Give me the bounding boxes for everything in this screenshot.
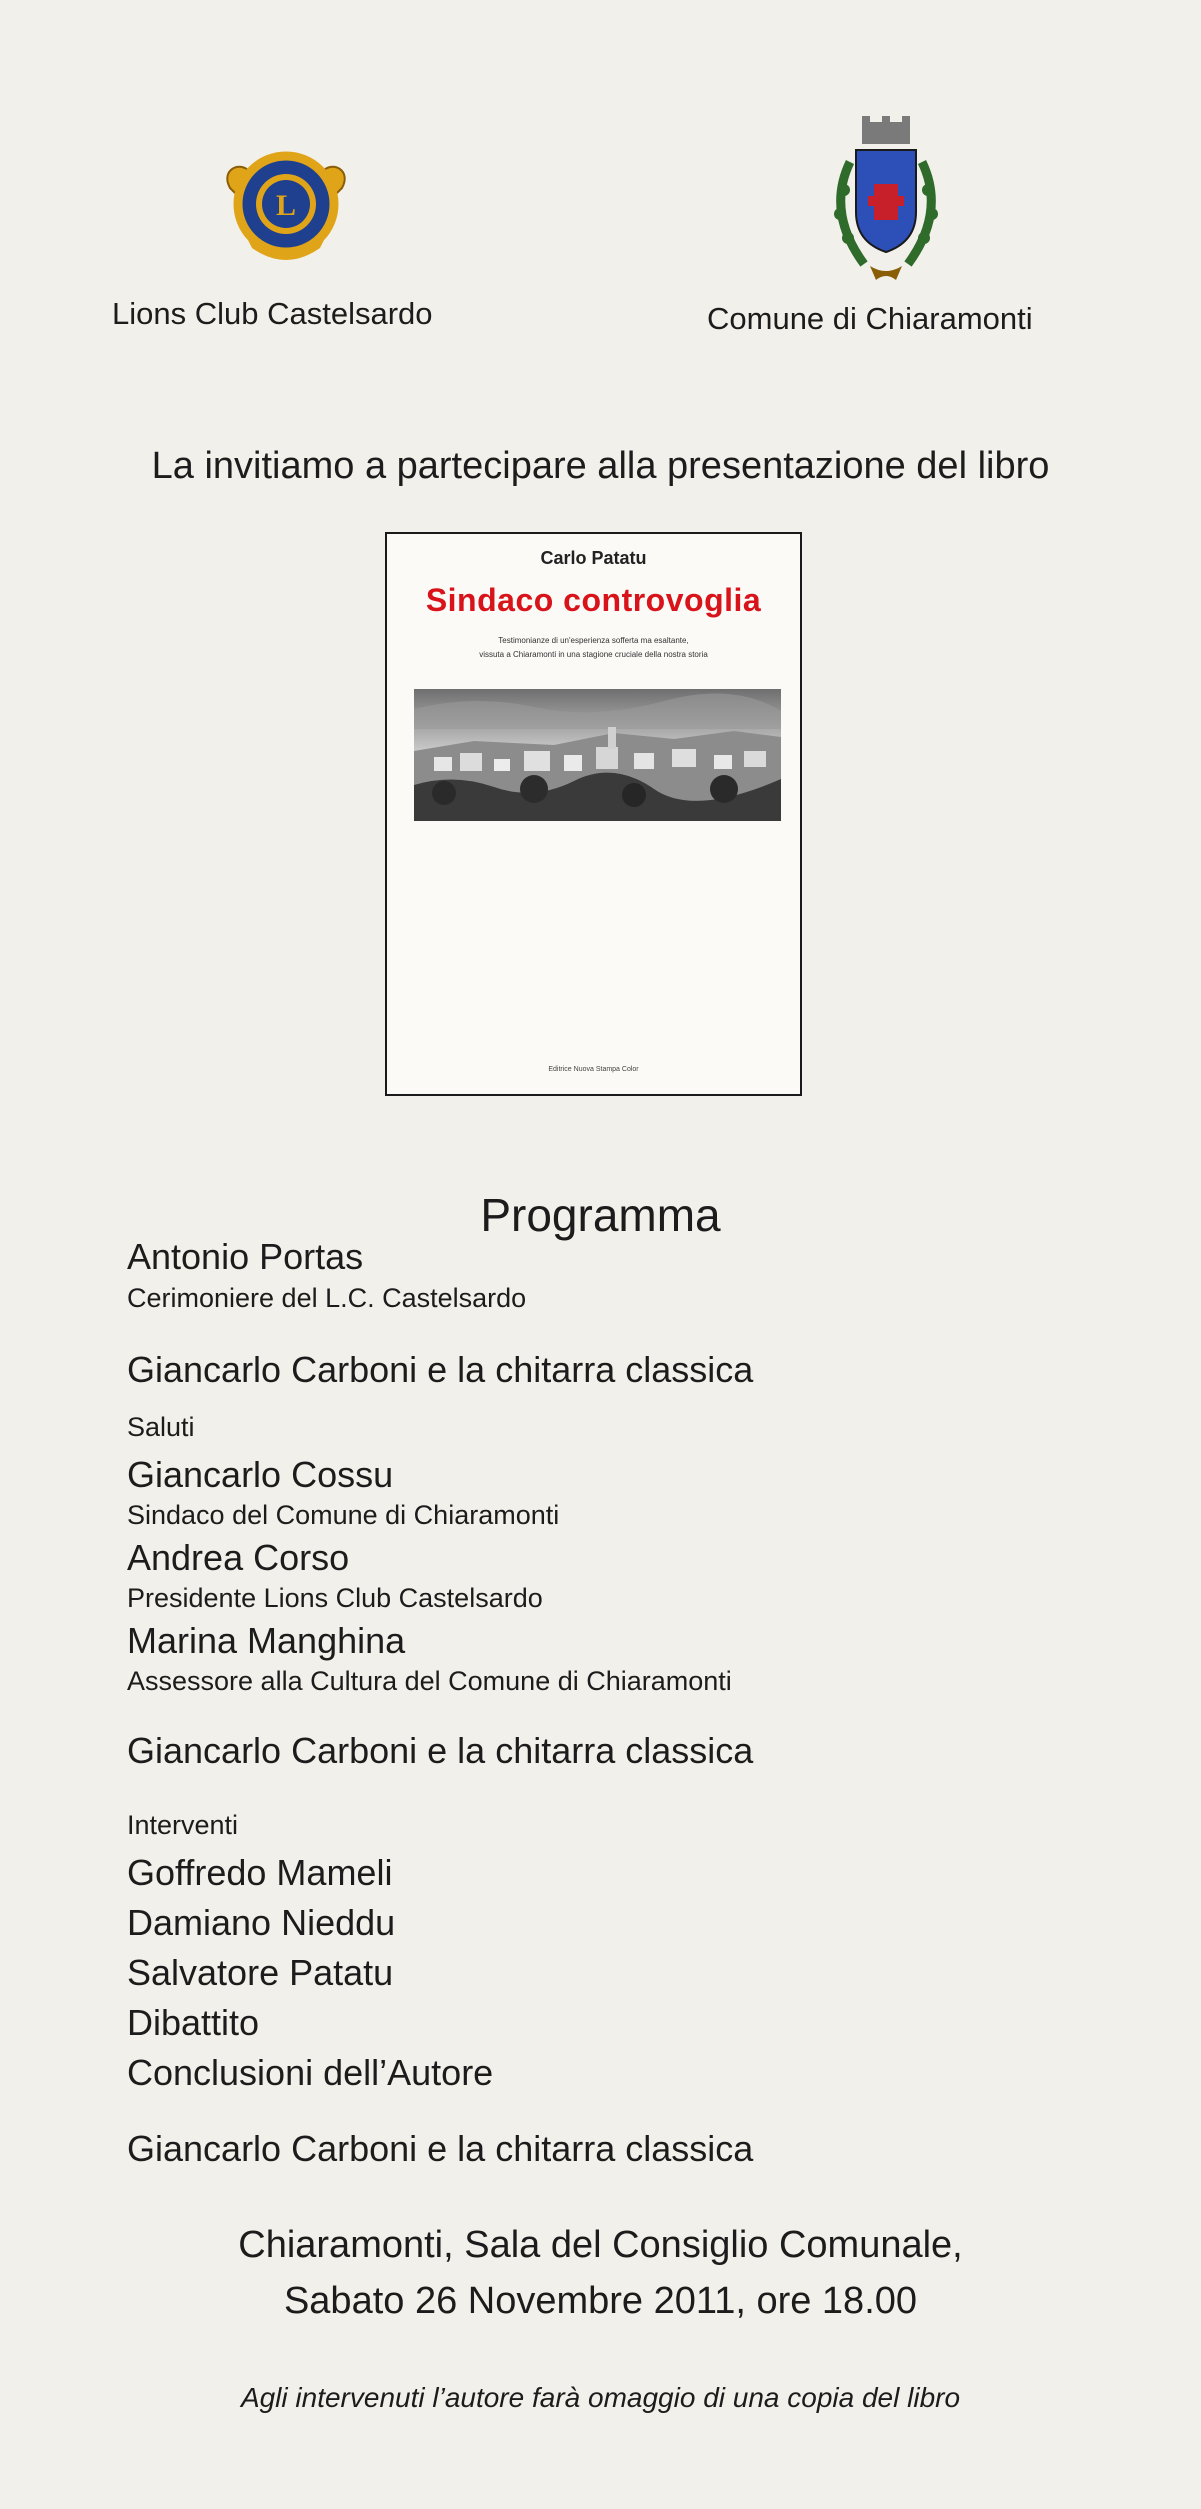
music-interlude: Giancarlo Carboni e la chitarra classica <box>127 1730 754 1771</box>
speaker-role: Assessore alla Cultura del Comune di Chiaramonti <box>127 1666 732 1696</box>
book-cover <box>385 532 802 1096</box>
gift-note: Agli intervenuti l’autore farà omaggio di una copia del libro <box>240 2382 961 2413</box>
intervento-item: Dibattito <box>127 2002 260 2043</box>
book-subtitle-line2: vissuta a Chiaramonti in una stagione cruciale della nostra storia <box>479 650 708 659</box>
programma-heading: Programma <box>480 1189 721 1241</box>
music-interlude: Giancarlo Carboni e la chitarra classica <box>127 2128 754 2169</box>
speaker-name: Andrea Corso <box>127 1537 350 1578</box>
speaker-role: Sindaco del Comune di Chiaramonti <box>127 1500 560 1530</box>
intervento-item: Goffredo Mameli <box>127 1852 393 1893</box>
book-author: Carlo Patatu <box>540 548 647 568</box>
book-publisher: Editrice Nuova Stampa Color <box>548 1066 639 1073</box>
section-label-saluti: Saluti <box>127 1412 195 1442</box>
music-interlude: Giancarlo Carboni e la chitarra classica <box>127 1349 754 1390</box>
book-subtitle-line1: Testimonianze di un'esperienza sofferta ma esaltante, <box>498 636 689 645</box>
comune-name: Comune di Chiaramonti <box>707 301 1033 336</box>
book-subtitle <box>387 634 800 662</box>
comune-crest-logo <box>820 112 952 284</box>
book-title: Sindaco controvoglia <box>425 582 762 618</box>
town-landscape-photo <box>414 689 781 821</box>
speaker-role: Cerimoniere del L.C. Castelsardo <box>127 1283 527 1313</box>
speaker-role: Presidente Lions Club Castelsardo <box>127 1583 543 1613</box>
svg-text:L: L <box>275 189 297 222</box>
speaker-name: Antonio Portas <box>127 1236 364 1277</box>
venue-datetime: Sabato 26 Novembre 2011, ore 18.00 <box>283 2280 918 2322</box>
lions-club-logo <box>220 140 352 272</box>
speaker-name: Marina Manghina <box>127 1620 406 1661</box>
intervento-item: Salvatore Patatu <box>127 1952 394 1993</box>
venue-location: Chiaramonti, Sala del Consiglio Comunale, <box>238 2224 963 2266</box>
intervento-item: Conclusioni dell’Autore <box>127 2052 494 2093</box>
invitation-text: La invitiamo a partecipare alla presentazione del libro <box>151 445 1050 487</box>
intervento-item: Damiano Nieddu <box>127 1902 396 1943</box>
speaker-name: Giancarlo Cossu <box>127 1454 394 1495</box>
section-label-interventi: Interventi <box>127 1810 239 1840</box>
lions-club-name: Lions Club Castelsardo <box>112 296 433 331</box>
